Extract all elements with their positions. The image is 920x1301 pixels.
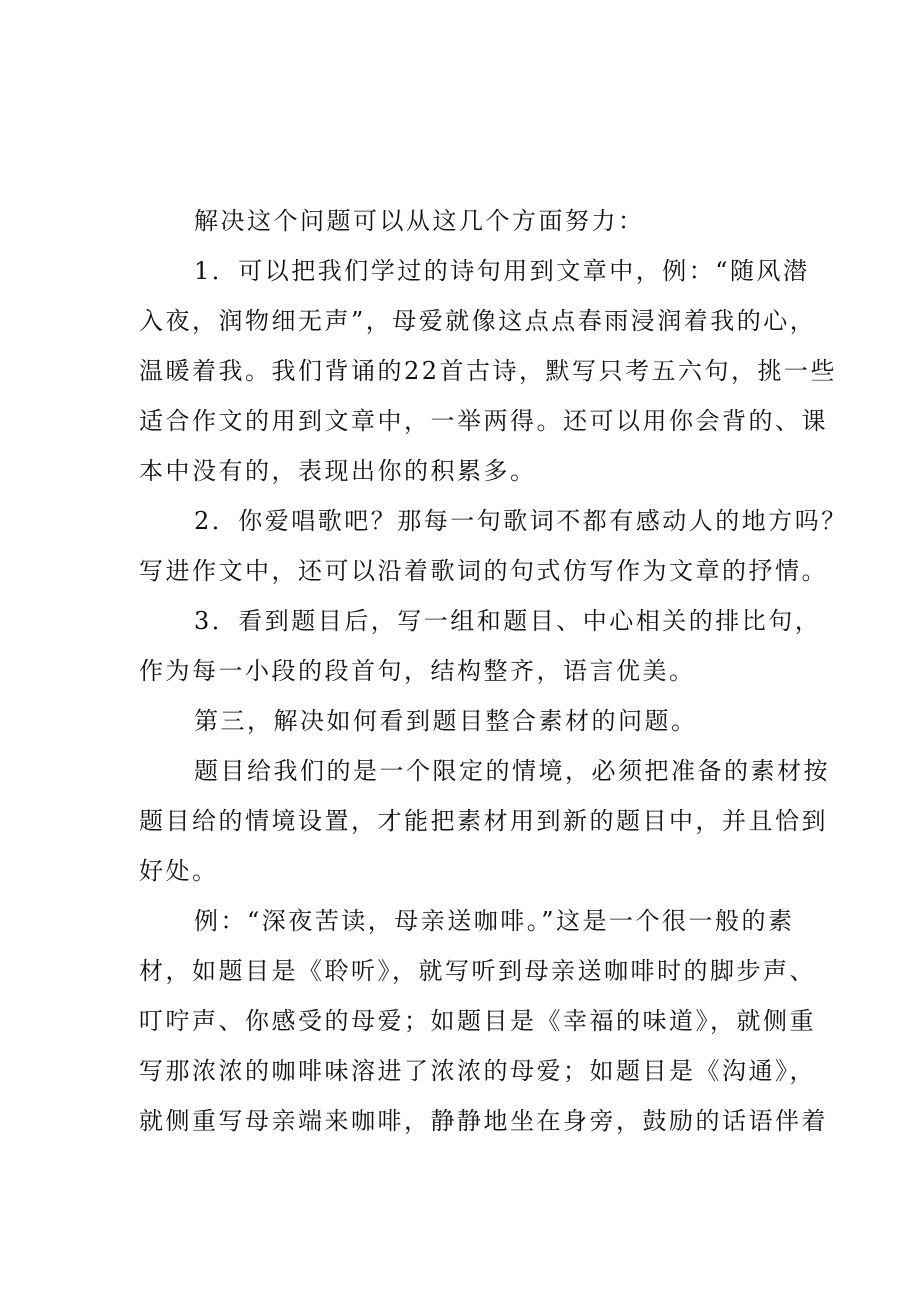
text-line: 温暖着我。我们背诵的22首古诗，默写只考五六句，挑一些	[139, 357, 838, 385]
text-line: 题目给我们的是一个限定的情境，必须把准备的素材按	[194, 757, 830, 785]
text-line: 材，如题目是《聆听》，就写听到母亲送咖啡时的脚步声、	[139, 957, 816, 985]
text-line: 本中没有的，表现出你的积累多。	[139, 457, 537, 485]
paragraph-context	[139, 746, 830, 896]
text-line: 适合作文的用到文章中，一举两得。还可以用你会背的、课	[139, 407, 828, 435]
text-line: 3．看到题目后，写一组和题目、中心相关的排比句，	[194, 607, 822, 635]
document-body	[139, 196, 848, 1146]
paragraph-tip-2	[139, 496, 848, 596]
text-line: 就侧重写母亲端来咖啡，静静地坐在身旁，鼓励的话语伴着	[139, 1107, 828, 1135]
paragraph-section-three	[139, 696, 787, 746]
text-line: 写进作文中，还可以沿着歌词的句式仿写作为文章的抒情。	[139, 557, 828, 585]
text-line: 写那浓浓的咖啡味溶进了浓浓的母爱；如题目是《沟通》，	[139, 1057, 816, 1085]
text-line: 第三，解决如何看到题目整合素材的问题。	[194, 707, 698, 735]
paragraph-tip-1	[139, 246, 838, 496]
text-line: 题目给的情境设置，才能把素材用到新的题目中，并且恰到	[139, 807, 828, 835]
text-line: 2．你爱唱歌吧？那每一句歌词不都有感动人的地方吗？	[194, 507, 848, 535]
text-line: 1．可以把我们学过的诗句用到文章中，例：“随风潜	[194, 257, 810, 285]
text-line: 例：“深夜苦读，母亲送咖啡。”这是一个很一般的素	[194, 907, 795, 935]
text-line: 作为每一小段的段首句，结构整齐，语言优美。	[139, 657, 696, 685]
paragraph-intro	[139, 196, 787, 246]
text-line: 叮咛声、你感受的母爱；如题目是《幸福的味道》，就侧重	[139, 1007, 816, 1035]
paragraph-tip-3	[139, 596, 822, 696]
text-line: 好处。	[139, 857, 219, 885]
paragraph-example	[139, 896, 828, 1146]
text-line: 解决这个问题可以从这几个方面努力：	[194, 207, 645, 235]
text-line: 入夜，润物细无声”，母爱就像这点点春雨浸润着我的心，	[139, 307, 817, 335]
